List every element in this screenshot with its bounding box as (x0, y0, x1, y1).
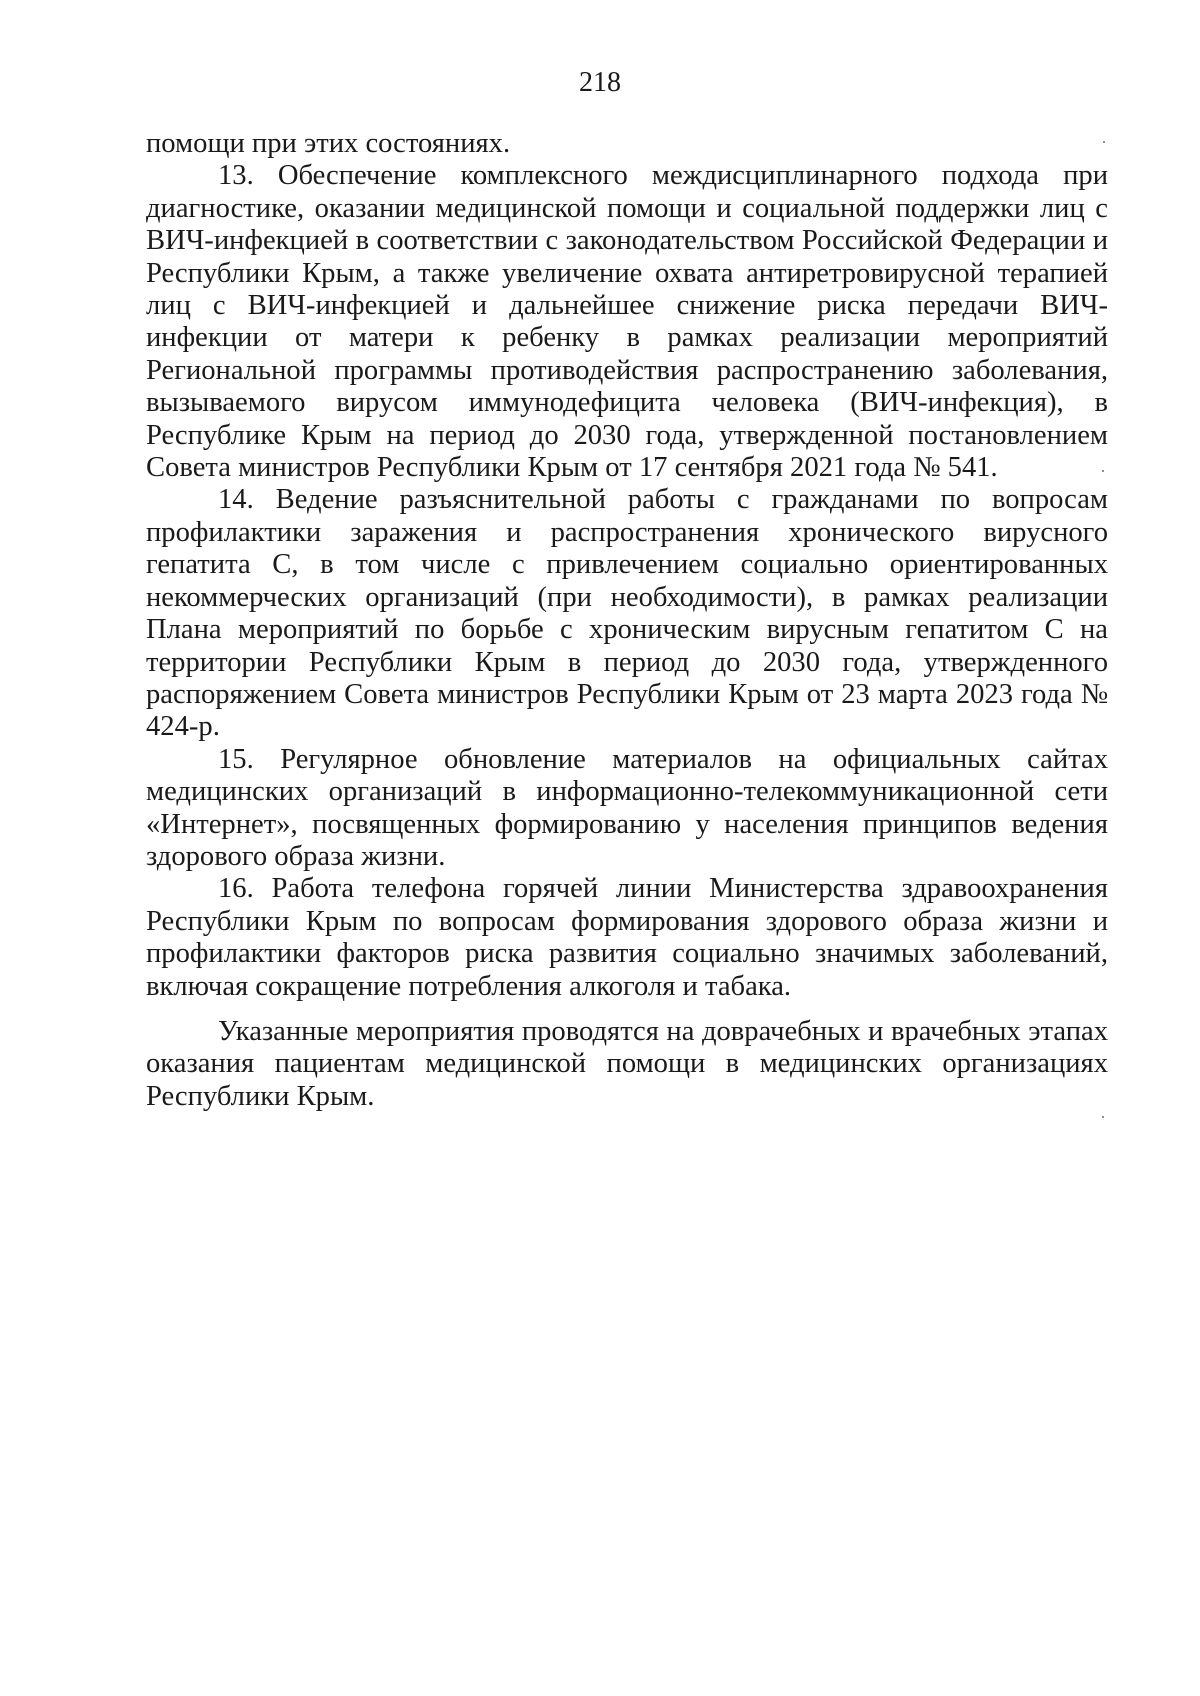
paragraph-item-15: 15. Регулярное обновление материалов на официальных сайтах медицинских организаций в информационно-телекоммуникационной сети «Интернет», посвященных формированию у населения принципов ведения здорового образа жизни. (146, 743, 1108, 872)
paragraph-closing: Указанные мероприятия проводятся на доврачебных и врачебных этапах оказания пациентам медицинской помощи в медицинских организациях Республики Крым. (146, 1015, 1108, 1112)
document-body (146, 128, 1108, 1113)
paragraph-continuation: помощи при этих состояниях. (146, 128, 511, 159)
paragraph-item-16: 16. Работа телефона горячей линии Министерства здравоохранения Республики Крым по вопросам формирования здорового образа жизни и профилактики факторов риска развития социально значимых заболеваний, включая сокращение потребления алкоголя и табака. (146, 873, 1108, 1002)
paragraph-item-13: 13. Обеспечение комплексного междисциплинарного подхода при диагностике, оказании медицинской помощи и социальной поддержки лиц с ВИЧ-инфекцией в соответствии с законодательством Российской Федерации и Республики Крым, а также увеличение охвата антиретровирусной терапией лиц с ВИЧ-инфекцией и дальнейшее снижение риска передачи ВИЧ-инфекции от матери к ребенку в рамках реализации мероприятий Региональной программы противодействия распространению заболевания, вызываемого вирусом иммунодефицита человека (ВИЧ-инфекция), в Республике Крым на период до 2030 года, утвержденной постановлением Совета министров Республики Крым от 17 сентября 2021 года № 541. (146, 160, 1108, 484)
scan-speck (1102, 470, 1104, 472)
page-number: 218 (579, 67, 621, 98)
paragraph-item-14: 14. Ведение разъяснительной работы с гражданами по вопросам профилактики заражения и распространения хронического вирусного гепатита С, в том числе с привлечением социально ориентированных некоммерческих организаций (при необходимости), в рамках реализации Плана мероприятий по борьбе с хроническим вирусным гепатитом С на территории Республики Крым в период до 2030 года, утвержденного распоряжением Совета министров Республики Крым от 23 марта 2023 года № 424-р. (146, 484, 1108, 743)
scan-speck (1102, 1116, 1104, 1118)
scan-speck (1103, 141, 1105, 143)
